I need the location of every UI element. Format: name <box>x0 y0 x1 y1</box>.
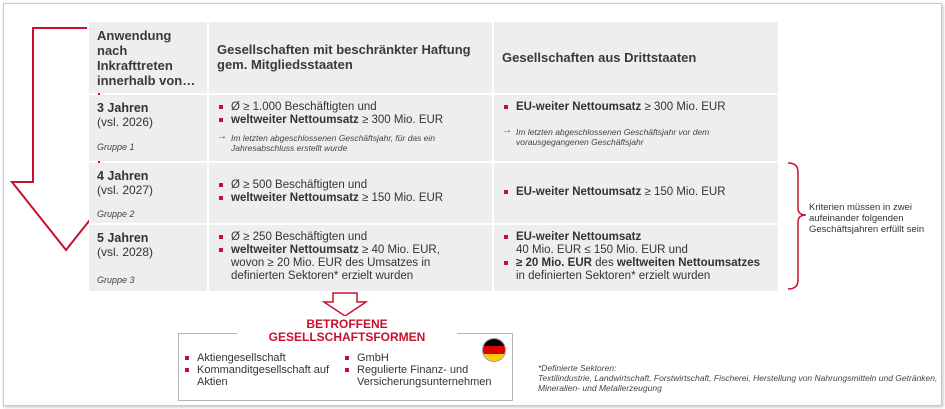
criterion: EU-weiter Nettoumsatz ≥ 150 Mio. EUR <box>502 186 770 199</box>
criterion-continued: 40 Mio. EUR ≤ 150 Mio. EUR und <box>516 244 688 256</box>
criterion: weltweiter Nettoumsatz ≥ 40 Mio. EUR, <box>217 244 484 257</box>
side-note: Kriterien müssen in zwei aufeinander folgenden Geschäftsjahren erfüllt sein <box>809 202 925 235</box>
row-2-time <box>89 163 207 223</box>
criterion: Ø ≥ 250 Beschäftigten und <box>217 231 484 244</box>
criterion: ≥ 20 Mio. EUR des weltweiten Nettoumsatzes <box>502 257 770 270</box>
header-third-country-companies: Gesellschaften aus Drittstaaten <box>494 22 778 93</box>
form-item: GmbH <box>343 352 508 364</box>
year-label: (vsl. 2028) <box>97 245 154 259</box>
time-label: 3 Jahren <box>97 101 149 115</box>
row-1-time <box>89 95 207 161</box>
forms-list-left <box>183 352 343 388</box>
row-3-eu-criteria <box>209 225 492 291</box>
criterion: EU-weiter Nettoumsatz ≥ 300 Mio. EUR <box>502 101 770 114</box>
germany-flag-icon <box>482 338 506 362</box>
criterion-continued: wovon ≥ 20 Mio. EUR des Umsatzes in <box>231 257 431 269</box>
header-application-time: Anwendung nach Inkrafttreten innerhalb von… <box>89 22 207 93</box>
criterion: Ø ≥ 500 Beschäftigten und <box>217 179 484 192</box>
row-1-third-criteria <box>494 95 778 161</box>
group-label: Gruppe 2 <box>97 209 135 219</box>
time-label: 5 Jahren <box>97 231 149 245</box>
form-item-continued: Aktien <box>197 376 228 388</box>
time-label: 4 Jahren <box>97 169 149 183</box>
year-label: (vsl. 2026) <box>97 115 154 129</box>
group-label: Gruppe 3 <box>97 275 135 285</box>
row-3-time <box>89 225 207 291</box>
criterion: Ø ≥ 1.000 Beschäftigten und <box>217 101 484 114</box>
header-eu-companies: Gesellschaften mit beschränkter Haftung gem. Mitgliedsstaaten <box>209 22 492 93</box>
footnote-text: Textilindustrie, Landwirtschaft, Forstwirtschaft, Fischerei, Herstellung von Nahrungsmitteln und Getränken, Mineralien- und Metallerzeugung <box>538 373 938 393</box>
criterion-note: → Im letzten abgeschlossenen Geschäftsjahr, für das ein Jahresabschluss erstellt wurde <box>217 131 436 153</box>
forms-list-right <box>343 352 508 388</box>
year-label: (vsl. 2027) <box>97 183 154 197</box>
criterion-continued: definierten Sektoren* erzielt wurden <box>231 270 414 282</box>
row-2-third-criteria <box>494 163 778 223</box>
row-2-eu-criteria <box>209 163 492 223</box>
form-item-continued: Versicherungsunternehmen <box>357 376 492 388</box>
criterion: weltweiter Nettoumsatz ≥ 150 Mio. EUR <box>217 192 484 205</box>
criterion: EU-weiter Nettoumsatz <box>502 231 770 244</box>
footnote-title: *Definierte Sektoren: <box>538 363 617 373</box>
form-item: Kommanditgesellschaft auf <box>183 364 343 376</box>
sector-footnote <box>538 363 938 393</box>
title-line: BETROFFENE <box>306 317 388 331</box>
form-item: Regulierte Finanz- und <box>343 364 508 376</box>
affected-forms-title <box>237 316 457 346</box>
row-3-third-criteria <box>494 225 778 291</box>
title-line: GESELLSCHAFTSFORMEN <box>268 330 426 344</box>
criterion: weltweiter Nettoumsatz ≥ 300 Mio. EUR <box>217 114 484 127</box>
form-item: Aktiengesellschaft <box>183 352 343 364</box>
criterion-note: → Im letzten abgeschlossenen Geschäftsjahr vor dem vorausgegangenen Geschäftsjahr <box>502 125 710 147</box>
group-label: Gruppe 1 <box>97 142 135 152</box>
row-1-eu-criteria <box>209 95 492 161</box>
criterion-continued: in definierten Sektoren* erzielt wurden <box>516 270 711 282</box>
